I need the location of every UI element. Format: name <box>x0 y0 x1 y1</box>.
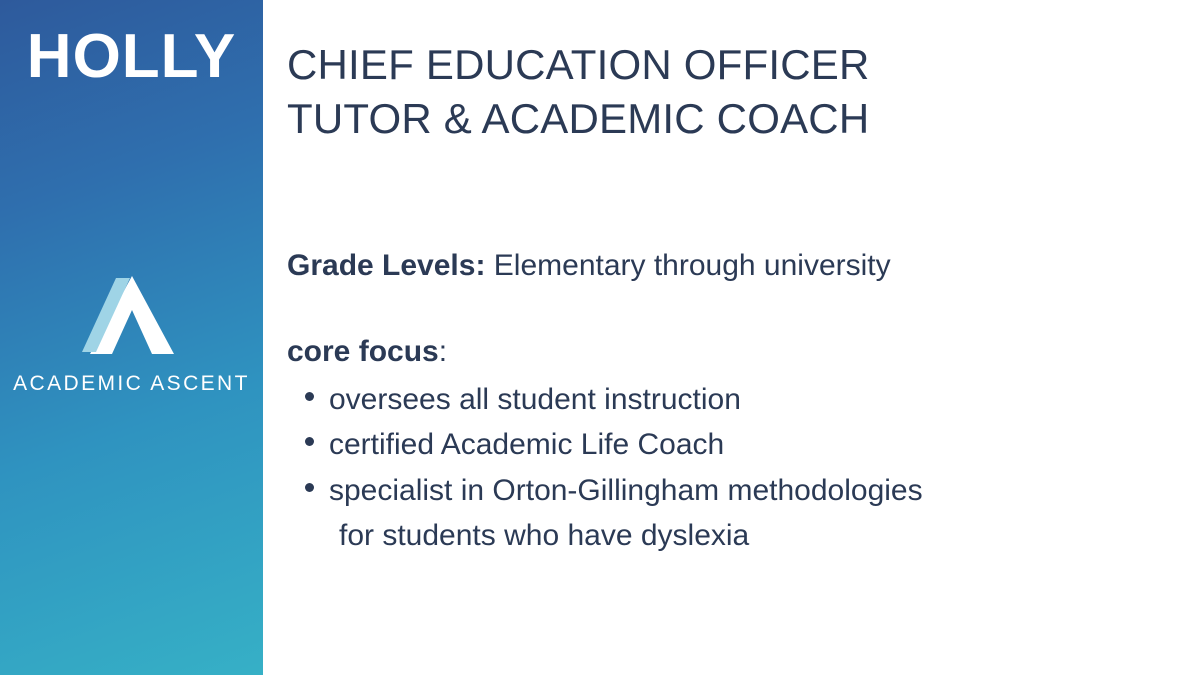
page-title <box>287 38 1187 146</box>
title-line-1: CHIEF EDUCATION OFFICER <box>287 41 870 88</box>
slide-content <box>287 0 1187 675</box>
bullet-dot-icon <box>305 392 314 401</box>
person-name: HOLLY <box>26 22 237 91</box>
academic-ascent-mountain-logo-icon <box>70 272 194 358</box>
title-line-2: TUTOR & ACADEMIC COACH <box>287 94 870 142</box>
list-item-text-continued: for students who have dyslexia <box>339 519 750 553</box>
list-item <box>287 468 1187 559</box>
list-item <box>287 377 1187 423</box>
core-focus-label: core focus <box>287 334 439 368</box>
grade-levels-value: Elementary through university <box>493 248 891 282</box>
bullet-dot-icon <box>305 483 314 492</box>
list-item-text: oversees all student instruction <box>329 382 741 416</box>
core-focus-list <box>287 377 1187 559</box>
core-focus-heading <box>287 335 1187 369</box>
bullet-dot-icon <box>305 437 314 446</box>
brand-logo-block <box>0 272 263 396</box>
brand-name: ACADEMIC ASCENT <box>13 372 250 395</box>
list-item-text: certified Academic Life Coach <box>329 428 725 462</box>
grade-levels-row <box>287 246 1187 285</box>
left-gradient-panel <box>0 0 263 675</box>
grade-levels-label: Grade Levels: <box>287 248 486 282</box>
list-item-text: specialist in Orton-Gillingham methodologies <box>329 473 923 507</box>
list-item <box>287 422 1187 468</box>
core-focus-colon: : <box>438 334 448 368</box>
